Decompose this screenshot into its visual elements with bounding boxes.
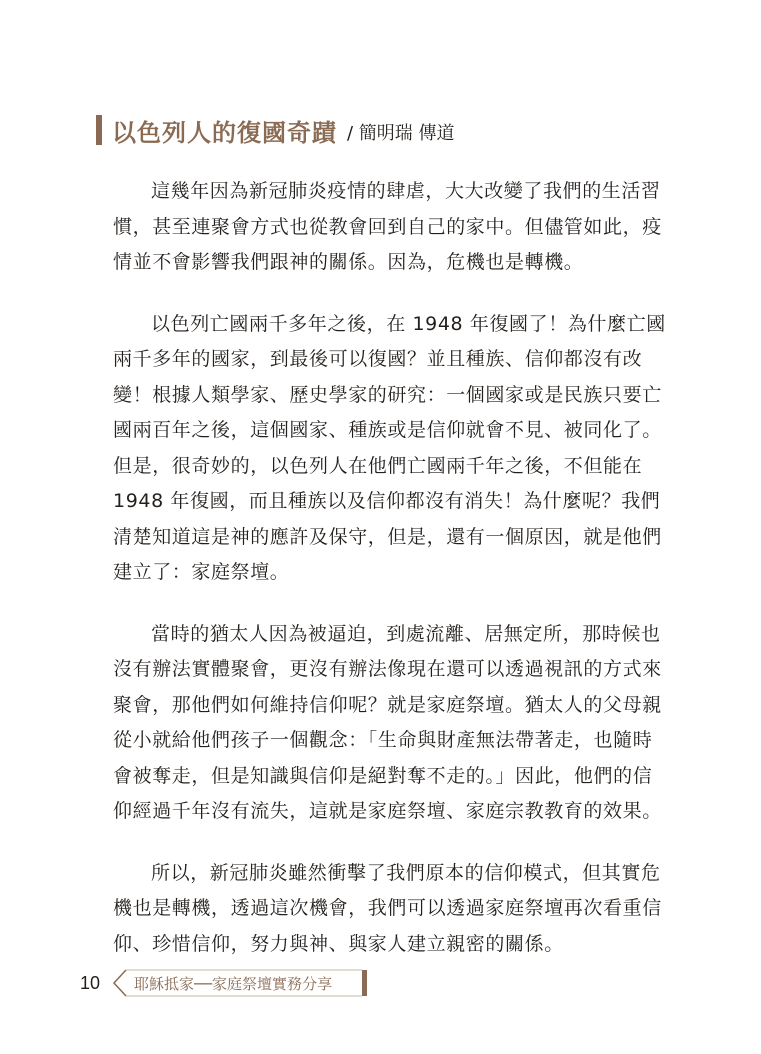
text-line: 所以，新冠肺炎雖然衝擊了我們原本的信仰模式，但其實危 bbox=[151, 861, 661, 884]
text-line: 當時的猶太人因為被逼迫，到處流離、居無定所，那時候也 bbox=[151, 622, 661, 645]
article-title: 以色列人的復國奇蹟 bbox=[112, 118, 337, 147]
text-line: 以色列亡國兩千多年之後，在 1948 年復國了！為什麼亡國 bbox=[151, 312, 666, 335]
text-line: 變！根據人類學家、歷史學家的研究：一個國家或是民族只要亡 bbox=[113, 383, 662, 406]
text-line: 仰、珍惜信仰，努力與神、與家人建立親密的關係。 bbox=[113, 932, 564, 955]
paragraph-3 bbox=[113, 617, 662, 830]
text-line: 1948 年復國，而且種族以及信仰都沒有消失！為什麼呢？我們 bbox=[113, 490, 661, 512]
text-line: 兩千多年的國家，到最後可以復國？並且種族、信仰都沒有改 bbox=[113, 348, 643, 370]
text-line: 會被奪走，但是知識與信仰是絕對奪不走的。」因此，他們的信 bbox=[113, 764, 653, 787]
article-header bbox=[96, 112, 455, 148]
text-line: 仰經過千年沒有流失，這就是家庭祭壇、家庭宗教教育的效果。 bbox=[113, 800, 662, 822]
text-line: 從小就給他們孩子一個觀念：「生命與財產無法帶著走，也隨時 bbox=[113, 729, 653, 751]
article-byline: / 簡明瑞 傳道 bbox=[347, 123, 455, 144]
text-line: 這幾年因為新冠肺炎疫情的肆虐，大大改變了我們的生活習 bbox=[151, 180, 661, 202]
page-footer bbox=[80, 968, 348, 998]
running-title: 耶穌抵家──家庭祭壇實務分享 bbox=[134, 974, 333, 993]
text-line: 清楚知道這是神的應許及保守，但是，還有一個原因，就是他們 bbox=[113, 525, 662, 548]
text-line: 情並不會影響我們跟神的關係。因為，危機也是轉機。 bbox=[113, 251, 584, 273]
text-line: 聚會，那他們如何維持信仰呢？就是家庭祭壇。猶太人的父母親 bbox=[113, 693, 662, 716]
running-title-tab bbox=[112, 969, 348, 997]
text-line: 建立了：家庭祭壇。 bbox=[113, 561, 290, 583]
text-line: 慣，甚至連聚會方式也從教會回到自己的家中。但儘管如此，疫 bbox=[113, 215, 662, 238]
title-accent-bar bbox=[96, 115, 102, 145]
article-body bbox=[113, 174, 666, 988]
page-number: 10 bbox=[80, 972, 101, 993]
paragraph-1 bbox=[113, 174, 662, 281]
text-line: 沒有辦法實體聚會，更沒有辦法像現在還可以透過視訊的方式來 bbox=[113, 658, 662, 680]
paragraph-4 bbox=[113, 856, 662, 963]
text-line: 但是，很奇妙的，以色列人在他們亡國兩千年之後，不但能在 bbox=[113, 454, 643, 477]
text-line: 國兩百年之後，這個國家、種族或是信仰就會不見、被同化了。 bbox=[113, 419, 662, 441]
text-line: 機也是轉機，透過這次機會，我們可以透過家庭祭壇再次看重信 bbox=[113, 897, 662, 919]
paragraph-2 bbox=[113, 307, 666, 591]
